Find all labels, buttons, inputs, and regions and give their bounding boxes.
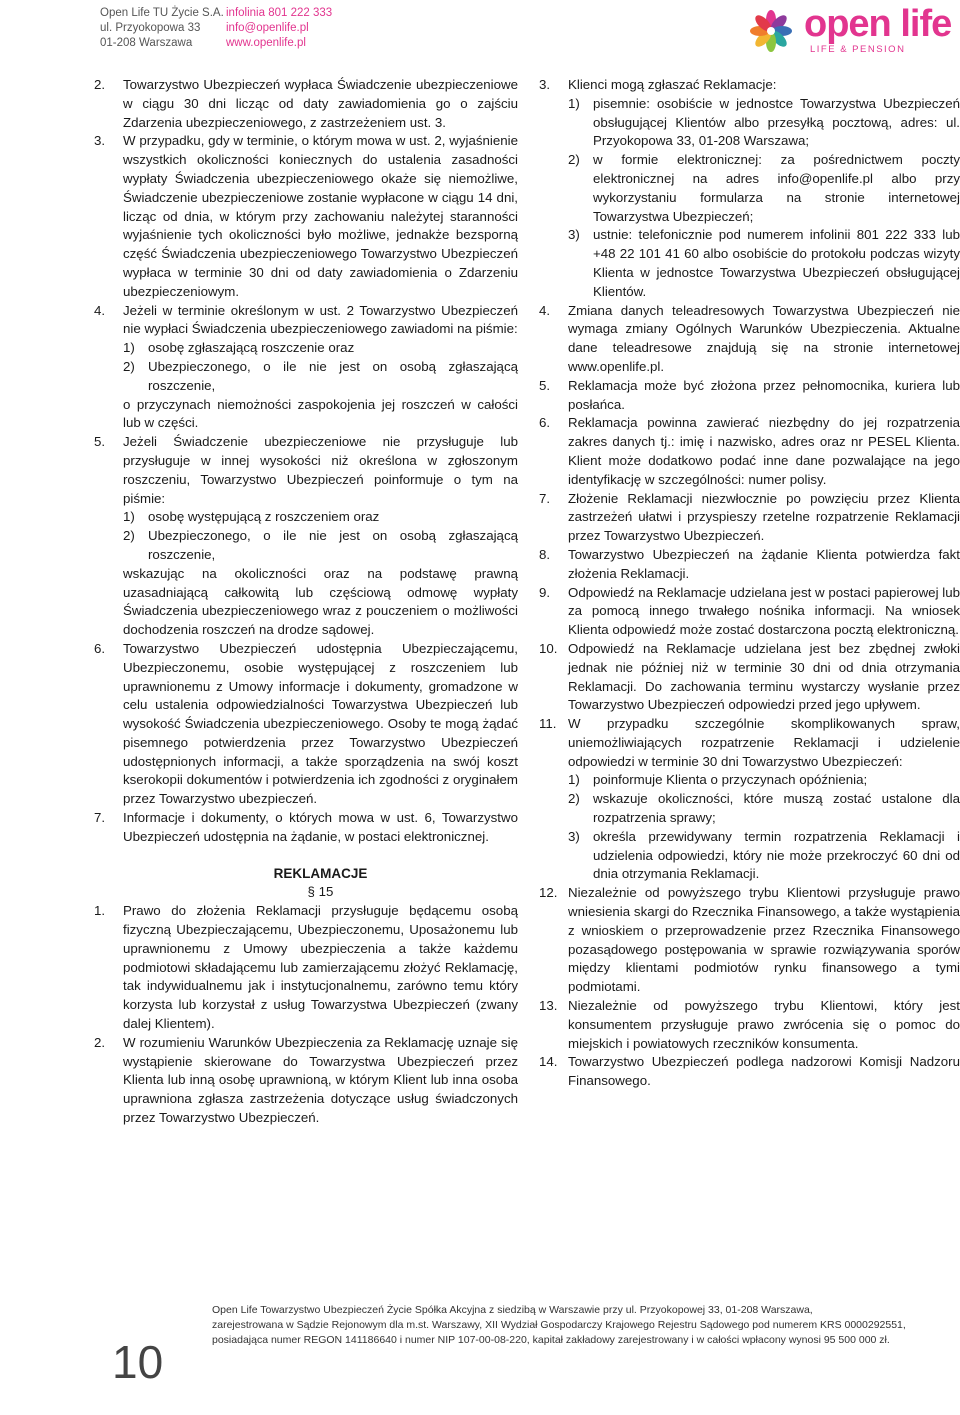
list-item xyxy=(539,997,960,1053)
item-text: W rozumieniu Warunków Ubezpieczenia za Reklamację uznaje się wystąpienie skierowane do Towarzystwa Ubezpieczeń przez Klienta lub inną osobę uprawnioną, w którym Klient lub inna osoba uprawniona zgłasza zastrzeżenia dotyczące usług świadczonych przez Towarzystwo Ubezpieczeń. xyxy=(123,1034,518,1126)
item-number: 7. xyxy=(94,810,106,826)
item-text: Niezależnie od powyższego trybu Klientowi, który jest konsumentem przysługuje prawo zwrócenia się o pomoc do miejskich i powiatowych rzeczników konsumenta. xyxy=(568,998,960,1051)
company-contact xyxy=(226,6,332,51)
sub-item-text: w formie elektronicznej: za pośrednictwem poczty elektronicznej na adres info@openlife.pl albo przy wykorzystaniu formularza na stronie internetowej Towarzystwa Ubezpieczeń; xyxy=(593,152,960,224)
footer-line: zarejestrowana w Sądzie Rejonowym dla m.st. Warszawy, XII Wydział Gospodarczy Krajowego Rejestru Sądowego pod numerem KRS 0000292551, xyxy=(212,1319,906,1331)
sub-item-number: 1) xyxy=(123,340,135,356)
item-text: Odpowiedź na Reklamacje udzielana jest w postaci papierowej lub za pomocą innego trwałego nośnika informacji. Na wniosek Klienta odpowiedź może zostać dostarczona pocztą elektroniczną. xyxy=(568,584,960,638)
item-text: Jeżeli Świadczenie ubezpieczeniowe nie przysługuje lub przysługuje w innej wysokości niż określona w zgłoszonym roszczeniu, Towarzystwo Ubezpieczeń poinformuje o tym na piśmie: xyxy=(123,434,518,506)
list-item xyxy=(539,640,960,715)
footer-line: Open Life Towarzystwo Ubezpieczeń Życie Spółka Akcyjna z siedzibą w Warszawie przy ul. Przyokopowej 33, 01-208 Warszawa, xyxy=(212,1304,813,1316)
item-text: Jeżeli w terminie określonym w ust. 2 Towarzystwo Ubezpieczeń nie wypłaci Świadczenia ubezpieczeniowego zawiadomi na piśmie: xyxy=(123,302,518,337)
email-link[interactable]: info@openlife.pl xyxy=(226,22,309,34)
item-text: Towarzystwo Ubezpieczeń wypłaca Świadczenie ubezpieczeniowe w ciągu 30 dni licząc od daty zawiadomienia go o zajściu Zdarzenia ubezpieczeniowego, z zastrzeżeniem ust. 3. xyxy=(123,77,518,130)
list-item xyxy=(94,640,518,809)
item-tail: o przyczynach niemożności zaspokojenia jej roszczeń w całości lub w części. xyxy=(123,396,518,431)
sub-item-text: osobę występującą z roszczeniem oraz xyxy=(148,509,380,525)
sub-item-text: poinformuje Klienta o przyczynach opóźnienia; xyxy=(593,772,868,788)
section-paragraph-number: § 15 xyxy=(307,884,334,900)
item-text: Niezależnie od powyższego trybu Klientowi przysługuje prawo wniesienia skargi do Rzecznika Finansowego, a także wystąpienia z wnioskiem o przeprowadzenie przez Rzecznika Finansowego pozasądowego postępowania w sprawie rozwiązywania sporów między klientami podmiotów rynku finansowego a tymi podmiotami. xyxy=(568,885,960,995)
page-header xyxy=(0,3,960,56)
sub-item xyxy=(568,771,960,790)
item-number: 9. xyxy=(539,584,551,600)
item-number: 14. xyxy=(539,1054,558,1070)
sub-item xyxy=(123,527,518,565)
list-item xyxy=(539,884,960,997)
open-life-logo xyxy=(746,3,952,55)
item-number: 6. xyxy=(539,415,551,431)
sub-item xyxy=(123,508,518,527)
list-item xyxy=(539,302,960,377)
company-name: Open Life TU Życie S.A. xyxy=(100,7,224,19)
item-number: 8. xyxy=(539,546,551,562)
item-number: 3. xyxy=(94,133,106,149)
item-text: Odpowiedź na Reklamacje udzielana jest bez zbędnej zwłoki jednak nie później niż w terminie 30 dni od dnia otrzymania Reklamacji. Do zachowania terminu wystarczy wysłanie przez Towarzystwo Ubezpieczeń odpowiedzi przed jego upływem. xyxy=(568,640,960,713)
item-text: Reklamacja może być złożona przez pełnomocnika, kuriera lub posłańca. xyxy=(568,377,960,412)
item-number: 6. xyxy=(94,640,106,656)
list-item xyxy=(539,546,960,584)
sub-item xyxy=(568,790,960,828)
item-text: Towarzystwo Ubezpieczeń podlega nadzorowi Komisji Nadzoru Finansowego. xyxy=(568,1054,960,1089)
sub-item-number: 2) xyxy=(568,791,580,807)
list-item xyxy=(94,1034,518,1128)
item-tail: wskazując na okoliczności oraz na podstawę prawną uzasadniającą całkowitą lub częściową odmowę wypłaty Świadczenia ubezpieczeniowego wraz z pouczeniem o możliwości dochodzenia roszczeń na drodze sądowej. xyxy=(123,565,518,638)
sub-item-text: wskazuje okoliczności, które muszą zostać ustalone dla rozpatrzenia sprawy; xyxy=(593,791,960,826)
sub-item-text: pisemnie: osobiście w jednostce Towarzystwa Ubezpieczeń obsługującej Klientów albo przesyłką pocztową, adres: ul. Przyokopowa 33, 01-208 Warszawa; xyxy=(593,95,960,149)
item-number: 4. xyxy=(94,302,106,318)
item-text: W przypadku, gdy w terminie, o którym mowa w ust. 2, wyjaśnienie wszystkich okoliczności koniecznych do ustalenia zasadności wypłaty Świadczenia ubezpieczeniowego okaże się niemożliwe, Świadczenie ubezpieczeniowe zostanie wypłacone w ciągu 14 dni, licząc od dnia, w którym przy zachowaniu należytej staranności wyjaśnienie tych okoliczności było możliwe, jednakże bezsporną część Świadczenia ubezpieczeniowego Towarzystwo Ubezpieczeń wypłaca w terminie 30 dni od daty zawiadomienia o Zdarzeniu ubezpieczeniowym. xyxy=(123,133,518,299)
sub-item-number: 2) xyxy=(568,152,580,168)
list-item xyxy=(94,132,518,301)
company-address xyxy=(100,6,224,51)
sub-item-number: 3) xyxy=(568,227,580,243)
sub-item-text: Ubezpieczonego, o ile nie jest on osobą zgłaszającą roszczenie, xyxy=(148,358,518,393)
page-footer xyxy=(212,1303,952,1348)
sub-item-number: 2) xyxy=(123,358,135,374)
company-street: ul. Przyokopowa 33 xyxy=(100,22,201,34)
sub-item-number: 1) xyxy=(568,95,580,111)
item-number: 13. xyxy=(539,998,558,1014)
sub-item-text: ustnie: telefonicznie pod numerem infolinii 801 222 333 lub +48 22 101 41 60 albo osobiście do protokołu podczas wizyty Klienta w jednostce Towarzystwa Ubezpieczeń obsługującej Klientów. xyxy=(593,227,960,299)
list-item xyxy=(94,76,518,132)
list-item xyxy=(539,715,960,884)
company-city: 01-208 Warszawa xyxy=(100,37,193,49)
item-number: 1. xyxy=(94,903,106,919)
logo-tagline: LIFE & PENSION xyxy=(810,44,906,55)
flower-icon xyxy=(746,8,796,54)
hotline: infolinia 801 222 333 xyxy=(226,7,333,19)
sub-item-text: określa przewidywany termin rozpatrzenia Reklamacji i udzielenia odpowiedzi, który nie może przekroczyć 60 dni od dnia otrzymania Reklamacji. xyxy=(593,828,960,882)
sub-item xyxy=(568,151,960,226)
website-link[interactable]: www.openlife.pl xyxy=(226,37,306,49)
section-title: REKLAMACJE xyxy=(273,865,368,881)
item-number: 12. xyxy=(539,885,558,901)
item-number: 10. xyxy=(539,640,558,656)
list-item xyxy=(539,584,960,640)
item-number: 2. xyxy=(94,1034,106,1050)
sub-item xyxy=(568,226,960,301)
sub-item-text: Ubezpieczonego, o ile nie jest on osobą zgłaszającą roszczenie, xyxy=(148,528,518,562)
sub-item xyxy=(568,828,960,884)
item-number: 2. xyxy=(94,77,106,92)
item-number: 5. xyxy=(539,377,551,393)
sub-item xyxy=(123,339,518,358)
sub-item-number: 3) xyxy=(568,828,580,844)
item-text: Zmiana danych teleadresowych Towarzystwa Ubezpieczeń nie wymaga zmiany Ogólnych Warunków Ubezpieczenia. Aktualne dane teleadresowe znajdują się na stronie internetowej www.openlife.pl. xyxy=(568,302,960,374)
item-number: 5. xyxy=(94,434,106,450)
list-item xyxy=(94,302,518,434)
list-item xyxy=(94,433,518,640)
item-text: Towarzystwo Ubezpieczeń na żądanie Klienta potwierdza fakt złożenia Reklamacji. xyxy=(568,546,960,581)
sub-item-number: 1) xyxy=(123,509,135,525)
item-text: Reklamacja powinna zawierać niezbędny do jej rozpatrzenia zakres danych tj.: imię i nazwisko, adres oraz nr PESEL Klienta. Klient może dodatkowo podać inne dane pozwalające na jego identyfikację w szczególności: numer polisy. xyxy=(568,415,960,487)
right-column xyxy=(539,76,960,1091)
item-text: Towarzystwo Ubezpieczeń udostępnia Ubezpieczającemu, Ubezpieczonemu, osobie występującej z roszczeniem lub uprawnionemu z Umowy informacje i dokumenty, gromadzone w celu ustalenia odpowiedzialności Towarzystwa Ubezpieczeń lub wysokość Świadczenia ubezpieczeniowego. Osoby te mogą żądać pisemnego potwierdzenia przez Towarzystwo Ubezpieczeń udostępnionych informacji, a także sporządzenia na swój koszt kserokopii dokumentów i potwierdzenia ich zgodności z oryginałem przez Towarzystwo ubezpieczeń. xyxy=(123,640,518,807)
list-item xyxy=(539,490,960,546)
item-text: Informacje i dokumenty, o których mowa w ust. 6, Towarzystwo Ubezpieczeń udostępnia na żądanie, w postaci elektronicznej. xyxy=(123,810,518,844)
item-number: 4. xyxy=(539,302,551,318)
list-item xyxy=(94,809,518,847)
page-number: 10 xyxy=(112,1336,164,1388)
sub-item-number: 1) xyxy=(568,772,580,788)
footer-line: posiadająca numer REGON 141186640 i numer NIP 107-00-08-220, kapitał zakładowy zarejestrowany i w całości wpłacony wynosi 95 500 000 zł. xyxy=(212,1334,890,1346)
item-text: Klienci mogą zgłaszać Reklamacje: xyxy=(568,77,777,92)
sub-item xyxy=(123,358,518,396)
list-item xyxy=(94,902,518,1034)
list-item xyxy=(539,76,960,302)
sub-item-text: osobę zgłaszającą roszczenie oraz xyxy=(148,340,355,356)
list-item xyxy=(539,1053,960,1091)
list-item xyxy=(539,414,960,489)
item-text: W przypadku szczególnie skomplikowanych spraw, uniemożliwiających rozpatrzenie Reklamacji i udzielenie odpowiedzi w terminie 30 dni Towarzystwo Ubezpieczeń: xyxy=(568,716,960,769)
left-column xyxy=(94,76,518,1128)
logo-wordmark: open life xyxy=(804,3,952,45)
list-item xyxy=(539,377,960,415)
item-text: Prawo do złożenia Reklamacji przysługuje będącemu osobą fizyczną Ubezpieczającemu, Ubezpieczonemu, Uposażonemu lub uprawnionemu z Umowy ubezpieczenia a także każdemu podmiotowi składającemu lub zamierzającemu złożyć Reklamację, tak indywidualnemu jak i instytucjonalnemu, zarówno temu który korzysta lub korzystał z usług Towarzystwa Ubezpieczeń (zwany dalej Klientem). xyxy=(123,903,518,1032)
sub-item xyxy=(568,95,960,151)
item-number: 11. xyxy=(539,716,557,732)
item-number: 3. xyxy=(539,77,551,92)
item-number: 7. xyxy=(539,490,551,506)
item-text: Złożenie Reklamacji niezwłocznie po powzięciu przez Klienta zastrzeżeń ułatwi i przyspieszy rzetelne rozpatrzenie Reklamacji przez Towarzystwo Ubezpieczeń. xyxy=(568,490,960,544)
sub-item-number: 2) xyxy=(123,528,135,544)
